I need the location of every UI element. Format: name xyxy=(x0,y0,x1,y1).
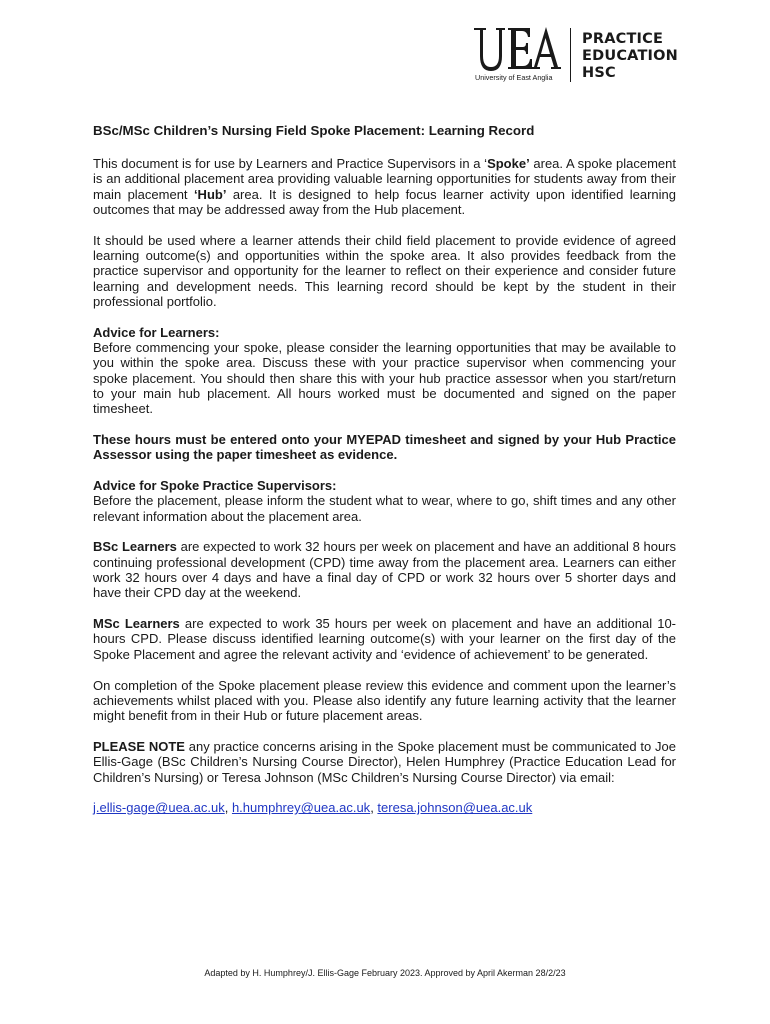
note-label: PLEASE NOTE xyxy=(93,738,185,754)
email-separator: , xyxy=(224,800,232,816)
document-body xyxy=(93,123,676,831)
header xyxy=(472,26,712,86)
timesheet-note-text: These hours must be entered onto your MYEPAD timesheet and signed by your Hub Practice Assessor using the paper timesheet as evidence. xyxy=(93,431,676,463)
footer-note: Adapted by H. Humphrey/J. Ellis-Gage February 2023. Approved by April Akerman 28/2/23 xyxy=(204,968,566,978)
bsc-label: BSc Learners xyxy=(93,539,177,555)
logo-subtitle: University of East Anglia xyxy=(475,73,553,82)
brand-line: PRACTICE xyxy=(582,31,664,47)
brand-line: HSC xyxy=(582,65,616,81)
intro-text: area. A spoke placement is an additional placement area providing valuable learning opportunities for students away from their main placement xyxy=(93,156,676,202)
page-title: BSc/MSc Children’s Nursing Field Spoke Placement: Learning Record xyxy=(93,123,535,138)
spoke-term: Spoke’ xyxy=(487,156,530,171)
msc-label: MSc Learners xyxy=(93,616,180,632)
note-paragraph xyxy=(93,739,676,785)
supervisors-heading xyxy=(93,478,676,493)
msc-paragraph xyxy=(93,616,676,662)
email-link-ellis-gage[interactable]: j.ellis-gage@uea.ac.uk xyxy=(93,800,225,816)
uea-logo-icon xyxy=(472,26,562,74)
completion-paragraph: On completion of the Spoke placement please review this evidence and comment upon the learner’s achievements whilst placed with you. Please also identify any future learning activity that the learner might benefit from in their Hub or future placement areas. xyxy=(93,677,676,724)
email-links xyxy=(93,800,676,815)
msc-text: are expected to work 35 hours per week on placement and have an additional 10-hours CPD. Please discuss identified learning outcome(s) with your learner on the first day of the Spoke Placement and agree the relevant activity and ‘evidence of achievement’ to be generated. xyxy=(93,616,677,662)
section-heading: Advice for Spoke Practice Supervisors: xyxy=(93,478,337,494)
intro-text: area. It is designed to help focus learner activity upon identified learning outcomes that may be addressed away from the Hub placement. xyxy=(93,186,676,217)
intro-text: This document is for use by Learners and Practice Supervisors in a ‘ xyxy=(93,156,488,171)
usage-paragraph: It should be used where a learner attends their child field placement to provide evidence of agreed learning outcome(s) and opportunities within the spoke area. It also provides feedback from the practice supervisor and opportunity for the learner to reflect on their experience and consider future learning and development needs. This learning record should be kept by the student in their professional portfolio. xyxy=(93,232,676,309)
learners-heading xyxy=(93,325,676,340)
email-separator: , xyxy=(370,800,378,816)
learners-paragraph: Before commencing your spoke, please consider the learning opportunities that may be available to you within the spoke area. Discuss these with your practice supervisor when commencing your spoke placement. You should then share this with your hub practice assessor when you start/return to your main hub placement. All hours worked must be documented and signed on the paper timesheet. xyxy=(93,339,676,417)
section-heading: Advice for Learners: xyxy=(93,324,220,340)
intro-paragraph xyxy=(93,156,676,217)
email-link-johnson[interactable]: teresa.johnson@uea.ac.uk xyxy=(377,800,533,816)
brand-wordmark xyxy=(582,31,678,82)
hub-term: ‘Hub’ xyxy=(193,186,227,202)
logo-divider xyxy=(570,28,571,82)
supervisors-paragraph: Before the placement, please inform the student what to wear, where to go, shift times and any other relevant information about the placement area. xyxy=(93,493,676,524)
timesheet-note xyxy=(93,432,676,463)
bsc-paragraph xyxy=(93,539,676,600)
brand-line: EDUCATION xyxy=(582,48,679,64)
bsc-text: are expected to work 32 hours per week on placement and have an additional 8 hours continuing professional development (CPD) time away from the placement area. Learners can either work 32 hours over 4 days and have a final day of CPD or work 32 hours over 5 shorter days and have their CPD day at the weekend. xyxy=(93,539,676,601)
email-link-humphrey[interactable]: h.humphrey@uea.ac.uk xyxy=(231,800,371,816)
note-text: any practice concerns arising in the Spoke placement must be communicated to Joe Ellis-Gage (BSc Children’s Nursing Course Director), Helen Humphrey (Practice Education Lead for Children’s Nursing) or Teresa Johnson (MSc Children’s Nursing Course Director) via email: xyxy=(93,738,676,785)
